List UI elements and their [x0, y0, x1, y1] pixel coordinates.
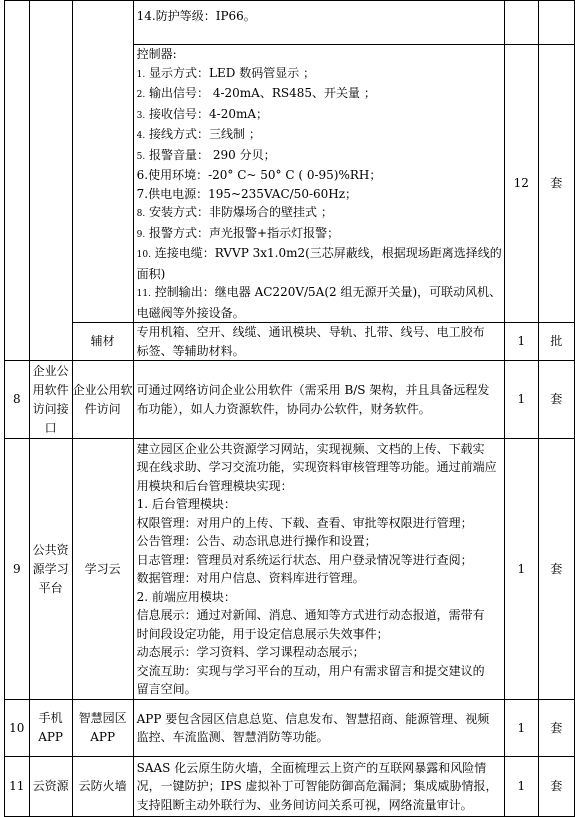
row-8-name-line: 访问接 [32, 401, 69, 416]
accessories-desc-cell [133, 323, 504, 361]
controller-spec-line [137, 84, 502, 105]
protection-level-cell [133, 1, 504, 45]
list-number: 5. [136, 151, 146, 162]
row-8-qty: 1 [504, 361, 538, 439]
protection-unit-cell [538, 1, 574, 45]
controller-spec-line [137, 304, 502, 323]
list-text: 面积) [136, 266, 166, 281]
row-9-desc-line: 现在线求助、学习交流功能，实现资料审核管理等功能。通过前端应 [136, 460, 497, 474]
list-text: 接收信号：4-20mA； [145, 106, 269, 121]
row-9-desc-line: 1. 后台管理模块： [136, 497, 236, 511]
row-8-name-line: 口 [44, 420, 57, 435]
row-9-name-line: 平台 [38, 580, 63, 595]
controller-spec-line [137, 64, 502, 85]
list-text: 6.使用环境：-20° C~ 50° C ( 0-95)%RH； [136, 168, 382, 182]
list-number: 3. [136, 110, 146, 121]
list-text: 显示方式：LED 数码管显示 ； [145, 65, 316, 80]
controller-spec-line [137, 203, 502, 224]
row-10-sub [72, 700, 133, 757]
list-text: 7.供电电源：195~235VAC/50-60Hz； [136, 186, 358, 201]
accessories-name: 辅材 [72, 323, 133, 361]
accessories-unit: 批 [538, 323, 574, 361]
row-10-sub-line: 智慧园区 [78, 711, 127, 725]
row-9-name-line: 源学习 [32, 561, 69, 576]
equipment-table [4, 0, 575, 817]
row-9-desc-line: 2. 前端应用模块： [136, 589, 236, 604]
list-text: 电磁阀等外接设备。 [136, 305, 245, 320]
row-9-desc-line: 留言空间。 [136, 682, 197, 696]
controller-spec-line [137, 146, 502, 167]
row-9-desc-line: 交流互助：实现与学习平台的互动，用户有需求留言和提交建议的 [136, 663, 485, 678]
row-10-unit: 套 [538, 700, 574, 757]
controller-spec-cell [133, 45, 504, 323]
row-9-name-line: 公共资 [32, 542, 69, 557]
row-9-desc-line: 信息展示：通过对新闻、消息、通知等方式进行动态报道，需带有 [136, 608, 485, 622]
controller-spec-line [137, 283, 502, 304]
list-text: 控制输出：继电器 AC220V/5A(2 组无源开关量)，可联动风机、 [150, 285, 502, 299]
row-11-name: 云资源 [29, 757, 72, 817]
list-number: 9. [136, 229, 146, 240]
list-text: 接线方式：三线制 ； [145, 127, 261, 141]
row-11-desc-line: 况，一键防护；IPS 虚拟补丁可智能防御高危漏洞；集成威胁情报， [136, 779, 498, 794]
list-number: 8. [136, 209, 146, 219]
row-11-qty: 1 [504, 757, 538, 817]
controller-spec-line [137, 244, 502, 265]
controller-spec-list [137, 45, 502, 322]
row-7-sub-cell [72, 1, 133, 323]
controller-unit: 套 [538, 45, 574, 323]
row-8-desc-line: 布功能），如人力资源软件，协同办公软件，财务软件。 [136, 401, 431, 416]
table-row [5, 700, 575, 757]
row-9-desc-list [137, 440, 502, 699]
controller-title: 控制器: [136, 47, 177, 61]
accessories-qty: 1 [504, 323, 538, 361]
row-8-name-line: 企业公 [32, 363, 69, 378]
row-8-name [29, 361, 72, 439]
list-text: 安装方式：非防爆场合的壁挂式 ； [145, 205, 333, 219]
controller-spec-line [137, 224, 502, 245]
row-10-number: 10 [5, 700, 30, 757]
row-10-name [29, 700, 72, 757]
row-8-desc [133, 361, 504, 439]
row-11-unit: 套 [538, 757, 574, 817]
controller-spec-line [137, 185, 502, 204]
protection-level-text: 14.防护等级：IP66。 [136, 9, 256, 23]
controller-qty: 12 [504, 45, 538, 323]
accessories-line: 标签、等辅助材料。 [136, 343, 245, 358]
row-9-desc [133, 439, 504, 700]
row-10-name-line: 手机 [38, 711, 63, 725]
row-9-qty: 1 [504, 439, 538, 700]
row-9-name [29, 439, 72, 700]
controller-spec-line [137, 166, 502, 185]
accessories-line: 专用机箱、空开、线缆、通讯模块、导轨、扎带、线号、电工胶布 [136, 325, 485, 339]
list-text: 输出信号： 4-20mA、RS485、开关量 ； [145, 86, 376, 100]
row-10-desc-line: 监控、车流监测、智慧消防等功能。 [136, 730, 329, 744]
row-7-name-cell [29, 1, 72, 361]
row-8-name-line: 用软件 [32, 382, 69, 397]
row-8-desc-line: 可通过网络访问企业公用软件（需采用 B/S 架构，并且具备远程发 [136, 383, 490, 397]
row-11-sub: 云防火墙 [72, 757, 133, 817]
row-9-desc-line: 公告管理：公告、动态讯息进行操作和设置； [136, 534, 377, 548]
row-10-name-line: APP [38, 730, 64, 744]
row-10-desc [133, 700, 504, 757]
row-9-unit: 套 [538, 439, 574, 700]
row-9-desc-line: 权限管理：对用户的上传、下载、查看、审批等权限进行管理； [136, 515, 473, 530]
table-row [5, 361, 575, 439]
list-number: 2. [136, 90, 146, 100]
controller-spec-line [137, 105, 502, 126]
row-9-desc-line: 数据管理：对用户信息、资料库进行管理。 [136, 571, 365, 585]
list-number: 4. [136, 131, 146, 141]
row-11-desc-line: SAAS 化云原生防火墙，全面梳理云上资产的互联网暴露和风险情 [136, 760, 487, 775]
row-10-sub-line: APP [90, 730, 116, 744]
row-8-number: 8 [5, 361, 30, 439]
list-text: 报警方式：声光报警+指示灯报警； [145, 225, 340, 240]
row-11-desc-line: 支持阻断主动外联行为、业务间访问关系可视，网络流量审计。 [136, 797, 473, 812]
row-9-desc-line: 时间段设定功能，用于设定信息展示失效事件； [136, 626, 389, 641]
list-text: 连接电缆：RVVP 3x1.0m2(三芯屏蔽线，根据现场距离选择线的 [150, 246, 502, 260]
list-text: 报警音量： 290 分贝； [145, 147, 276, 162]
row-9-number: 9 [5, 439, 30, 700]
row-9-sub: 学习云 [72, 439, 133, 700]
row-9-desc-line: 动态展示：学习资料、学习课程动态展示； [136, 645, 365, 659]
row-11-number: 11 [5, 757, 30, 817]
row-10-desc-line: APP 要包含园区信息总览、信息发布、智慧招商、能源管理、视频 [136, 711, 490, 726]
row-8-unit: 套 [538, 361, 574, 439]
list-number: 11. [136, 289, 151, 299]
list-number: 1. [136, 69, 146, 80]
row-8-sub-line: 企业公用软 [72, 382, 133, 397]
row-9-desc-line: 用模块和后台管理模块实现： [136, 478, 293, 493]
controller-spec-line [137, 125, 502, 146]
row-8-sub [72, 361, 133, 439]
row-9-desc-line: 日志管理：管理员对系统运行状态、用户登录情况等进行查阅； [136, 552, 473, 567]
row-7-number-cell [5, 1, 30, 361]
row-9-desc-line: 建立园区企业公共资源学习网站，实现视频、文档的上传、下载实 [136, 441, 485, 456]
table-row [5, 439, 575, 700]
row-8-sub-line: 件访问 [84, 401, 121, 416]
protection-qty-cell [504, 1, 538, 45]
row-10-qty: 1 [504, 700, 538, 757]
list-number: 10. [136, 250, 151, 260]
controller-spec-line [137, 265, 502, 284]
